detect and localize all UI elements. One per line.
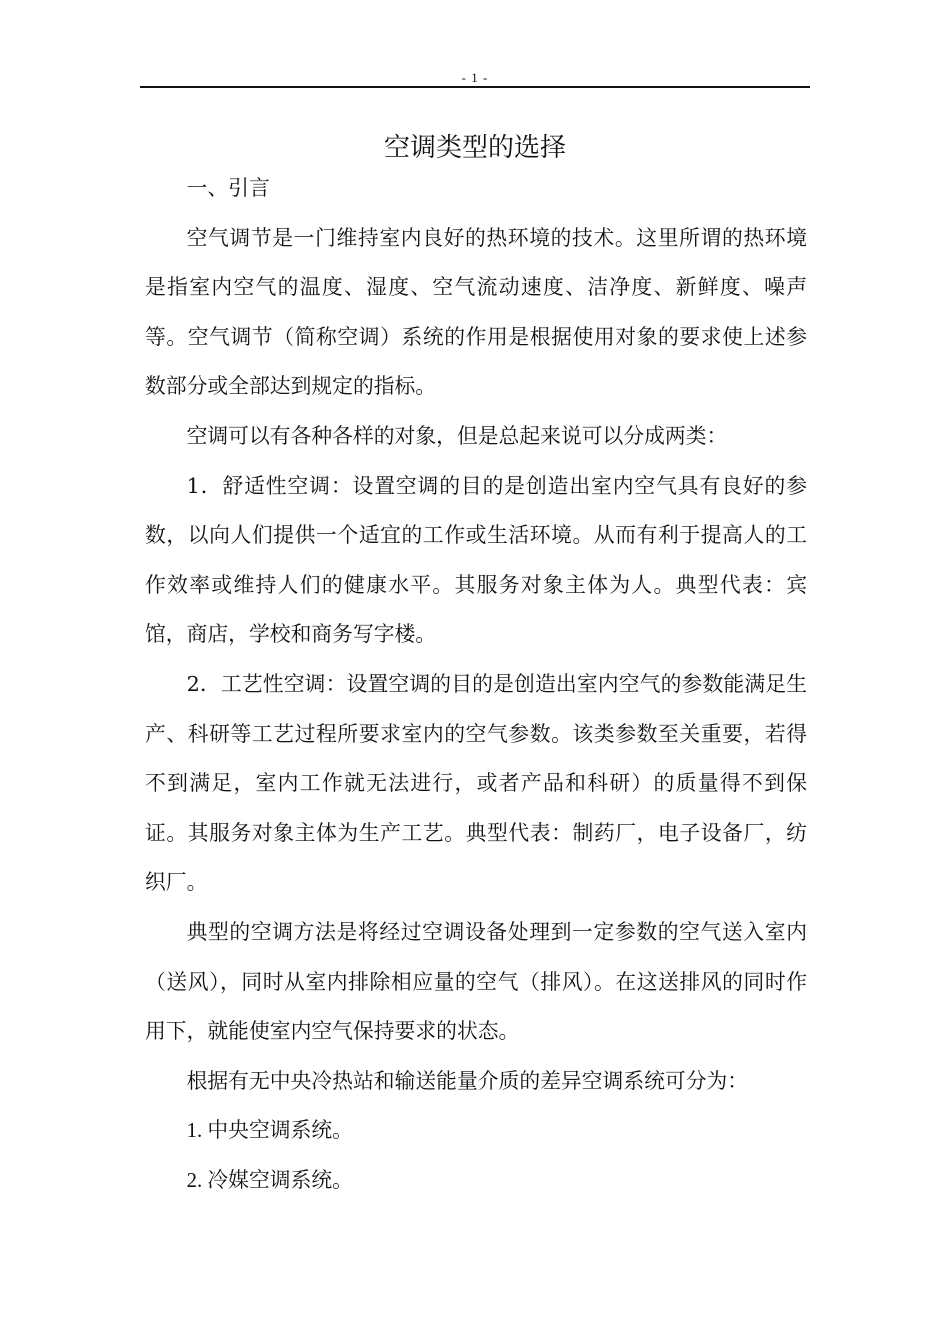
paragraph-categories: 空调可以有各种各样的对象，但是总起来说可以分成两类： [186,423,728,448]
paragraph-definition: 空气调节是一门维持室内良好的热环境的技术。这里所谓的热环境是指室内空气的温度、湿度、空气流动速度、洁净度、新鲜度、噪声等。空气调节（简称空调）系统的作用是根据使用对象的要求使上述参数部分或全部达到规定的指标。 [145,225,807,399]
paragraph-comfort-ac: 1．舒适性空调：设置空调的目的是创造出室内空气具有良好的参数，以向人们提供一个适宜的工作或生活环境。从而有利于提高人的工作效率或维持人们的健康水平。其服务对象主体为人。典型代表：宾馆，商店，学校和商务写字楼。 [145,473,807,647]
list-item-refrigerant-ac: 2. 冷媒空调系统。 [186,1168,353,1192]
paragraph-process-ac: 2．工艺性空调：设置空调的目的是创造出室内空气的参数能满足生产、科研等工艺过程所要求室内的空气参数。该类参数至关重要，若得不到满足，室内工作就无法进行，或者产品和科研）的质量得不到保证。其服务对象主体为生产工艺。典型代表：制药厂，电子设备厂，纺织厂。 [145,671,807,895]
document-body [145,164,807,1205]
document-title: 空调类型的选择 [383,133,566,164]
list-item-central-ac: 1. 中央空调系统。 [186,1119,353,1143]
paragraph-system-types: 根据有无中央冷热站和输送能量介质的差异空调系统可分为： [186,1068,749,1093]
section-heading-intro: 一、引言 [186,176,270,200]
header-rule [140,86,810,88]
page-number: - 1 - [461,70,489,85]
paragraph-method: 典型的空调方法是将经过空调设备处理到一定参数的空气送入室内（送风），同时从室内排除相应量的空气（排风）。在这送排风的同时作用下，就能使室内空气保持要求的状态。 [145,919,807,1044]
